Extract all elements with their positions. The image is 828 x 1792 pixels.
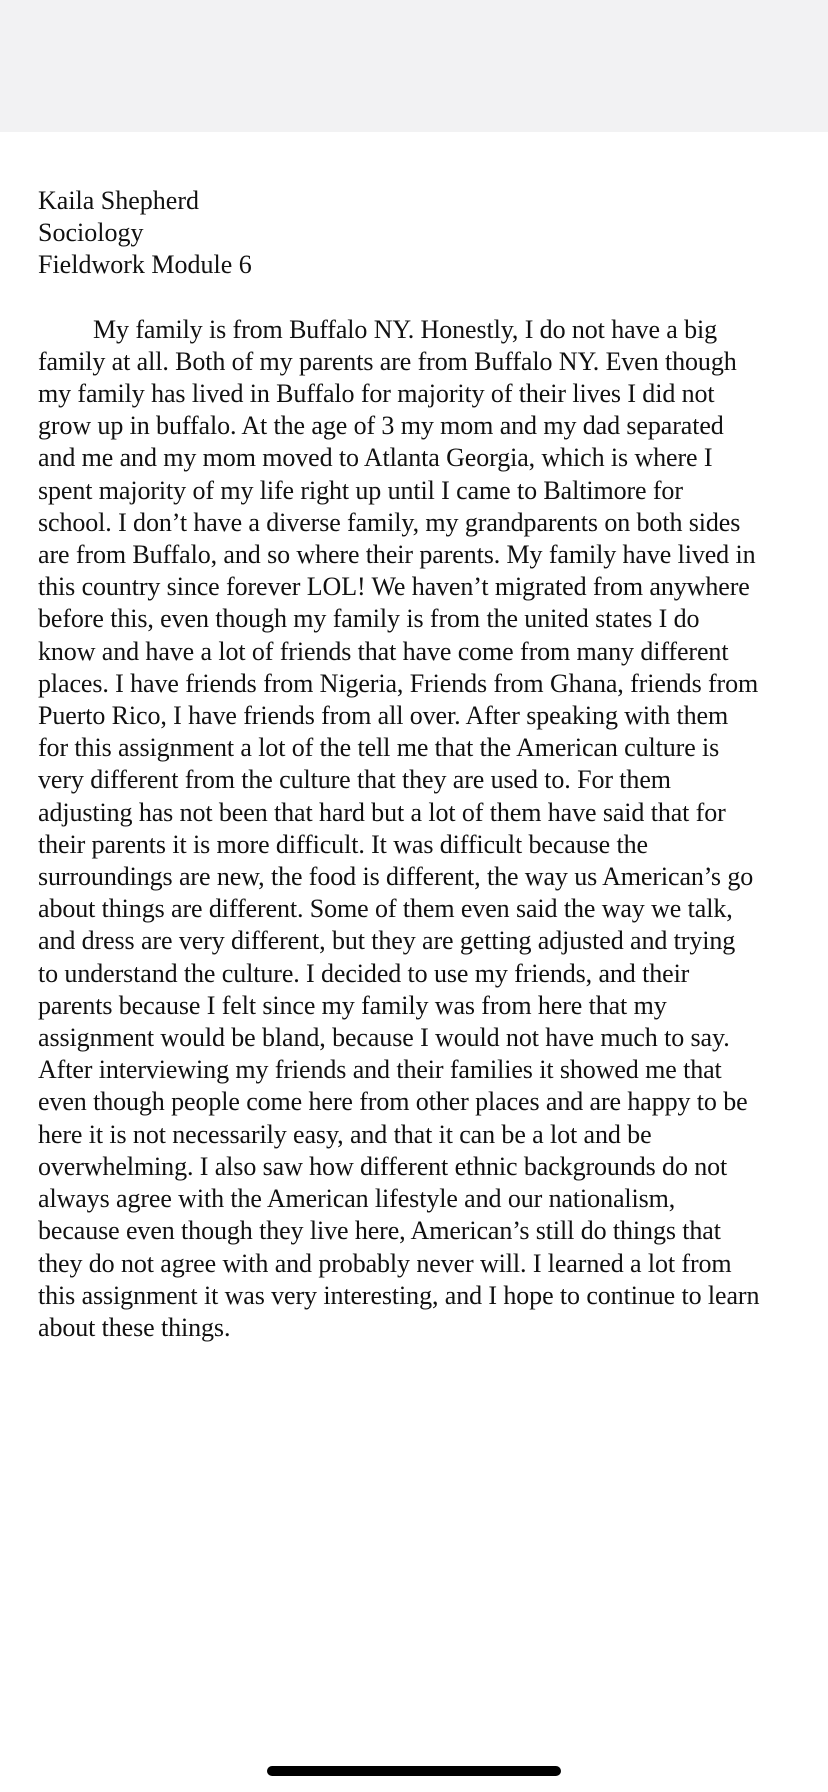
document-header bbox=[38, 185, 760, 282]
essay-paragraph: My family is from Buffalo NY. Honestly, I do not have a big family at all. Both of my parents are from Buffalo NY. Even though my family has lived in Buffalo for majority of their lives I did not grow up in buffalo. At the age of 3 my mom and my dad separated and me and my mom moved to Atlanta Georgia, which is where I spent majority of my life right up until I came to Baltimore for school. I don’t have a diverse family, my grandparents on both sides are from Buffalo, and so where their parents. My family have lived in this country since forever LOL! We haven’t migrated from anywhere before this, even though my family is from the united states I do know and have a lot of friends that have come from many different places. I have friends from Nigeria, Friends from Ghana, friends from Puerto Rico, I have friends from all over. After speaking with them for this assignment a lot of the tell me that the American culture is very different from the culture that they are used to. For them adjusting has not been that hard but a lot of them have said that for their parents it is more difficult. It was difficult because the surroundings are new, the food is different, the way us American’s go about things are different. Some of them even said the way we talk, and dress are very different, but they are getting adjusted and trying to understand the culture. I decided to use my friends, and their parents because I felt since my family was from here that my assignment would be bland, because I would not have much to say. After interviewing my friends and their families it showed me that even though people come here from other places and are happy to be here it is not necessarily easy, and that it can be a lot and be overwhelming. I also saw how different ethnic backgrounds do not always agree with the American lifestyle and our nationalism, because even though they live here, American’s still do things that they do not agree with and probably never will. I learned a lot from this assignment it was very interesting, and I hope to continue to learn about these things. bbox=[38, 314, 760, 1342]
document-page[interactable] bbox=[38, 185, 760, 1344]
home-indicator[interactable] bbox=[267, 1766, 561, 1776]
author-name: Kaila Shepherd bbox=[38, 186, 200, 215]
assignment-title: Fieldwork Module 6 bbox=[38, 250, 252, 280]
top-toolbar-area bbox=[0, 0, 828, 132]
course-name: Sociology bbox=[38, 218, 144, 248]
